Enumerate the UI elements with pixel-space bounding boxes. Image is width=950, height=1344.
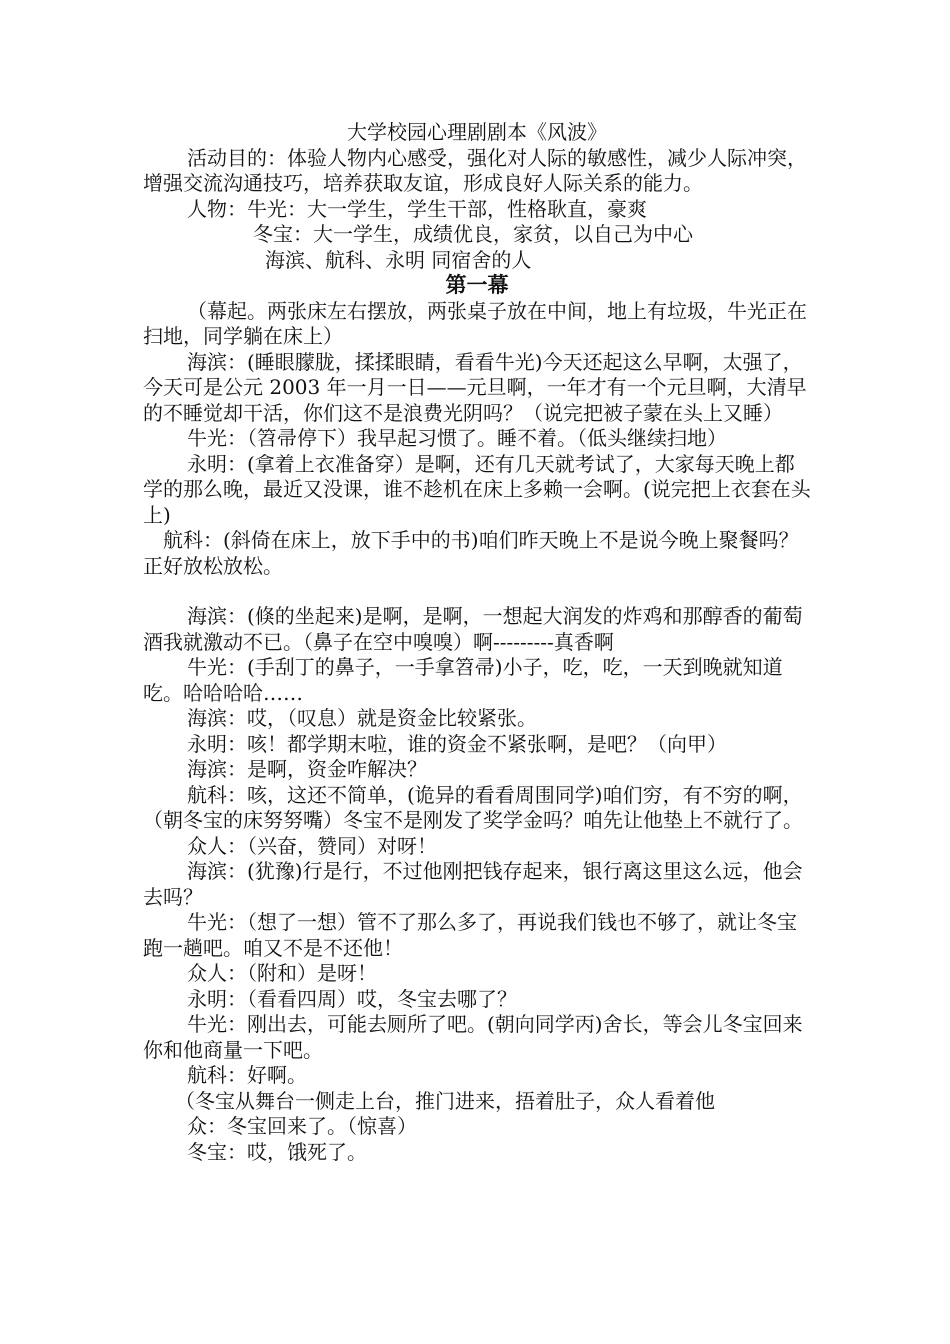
- blank-line: [143, 579, 811, 604]
- dialogue-line: 牛光：刚出去，可能去厕所了吧。(朝向同学丙)舍长，等会儿冬宝回来你和他商量一下吧。: [143, 1012, 803, 1062]
- dialogue-line: 航科：咳，这还不简单，(诡异的看看周围同学)咱们穷，有不穷的啊，（朝冬宝的床努努嘴）冬宝不是刚发了奖学金吗？咱先让他垫上不就行了。: [143, 782, 803, 832]
- dialogue-line: 海滨：(犹豫)行是行，不过他刚把钱存起来，银行离这里这么远，他会去吗？: [143, 859, 803, 909]
- character-niuguang: 人物：牛光：大一学生，学生干部，性格耿直，豪爽: [187, 196, 647, 221]
- stage-direction: （幕起。两张床左右摆放，两张桌子放在中间，地上有垃圾，牛光正在扫地，同学躺在床上）: [143, 298, 807, 348]
- character-roommates: 海滨、航科、永明 同宿舍的人: [265, 247, 532, 272]
- act-title: 第一幕: [445, 273, 509, 297]
- dialogue-line: 海滨：(倏的坐起来)是啊，是啊，一想起大润发的炸鸡和那醇香的葡萄酒我就激动不已。（鼻子在空中嗅嗅）啊---------真香啊: [143, 604, 803, 654]
- dialogue-line: 冬宝：哎，饿死了。: [187, 1139, 367, 1164]
- dialogue-line: 牛光：（想了一想）管不了那么多了，再说我们钱也不够了，就让冬宝跑一趟吧。咱又不是不还他！: [143, 910, 797, 960]
- dialogue-line: 众人：（兴奋，赞同）对呀！: [187, 833, 437, 858]
- dialogue-line: 永明：（看看四周）哎，冬宝去哪了？: [187, 986, 517, 1011]
- dialogue-line: 海滨：(睡眼朦胧，揉揉眼睛，看看牛光)今天还起这么早啊，太强了，今天可是公元 2003 年一月一日——元旦啊，一年才有一个元旦啊，大清早的不睡觉却干活，你们这不是浪费光阴吗？（说完把被子蒙在头上又睡）: [143, 349, 807, 425]
- dialogue-line: 众：冬宝回来了。（惊喜）: [187, 1114, 417, 1138]
- dialogue-line: 永明：咳！都学期末啦，谁的资金不紧张啊，是吧？（向甲）: [187, 731, 727, 756]
- dialogue-line: 海滨：哎，（叹息）就是资金比较紧张。: [187, 706, 537, 730]
- dialogue-line: 航科：(斜倚在床上，放下手中的书)咱们昨天晚上不是说今晚上聚餐吗？正好放松放松。: [143, 528, 799, 578]
- dialogue-line: 牛光：（笤帚停下）我早起习惯了。睡不着。（低头继续扫地）: [187, 426, 727, 450]
- activity-purpose: 活动目的：体验人物内心感受，强化对人际的敏感性，减少人际冲突，增强交流沟通技巧，培养获取友谊，形成良好人际关系的能力。: [143, 145, 807, 195]
- script-title: 大学校园心理剧剧本《风波》: [347, 120, 607, 144]
- dialogue-line: 航科：好啊。: [187, 1063, 307, 1087]
- script-page: [143, 120, 811, 1165]
- dialogue-line: 牛光：(手刮丁的鼻子，一手拿笤帚)小子，吃，吃，一天到晚就知道吃。哈哈哈哈……: [143, 655, 783, 705]
- dialogue-line: 永明：(拿着上衣准备穿）是啊，还有几天就考试了，大家每天晚上都学的那么晚，最近又没课，谁不趁机在床上多赖一会啊。(说完把上衣套在头上): [143, 451, 811, 527]
- stage-direction: （冬宝从舞台一侧走上台，推门进来，捂着肚子，众人看着他: [175, 1088, 715, 1113]
- dialogue-line: 众人：（附和）是呀！: [187, 961, 377, 985]
- dialogue-line: 海滨：是啊，资金咋解决？: [187, 757, 427, 781]
- character-dongbao: 冬宝：大一学生，成绩优良，家贫，以自己为中心: [253, 222, 693, 246]
